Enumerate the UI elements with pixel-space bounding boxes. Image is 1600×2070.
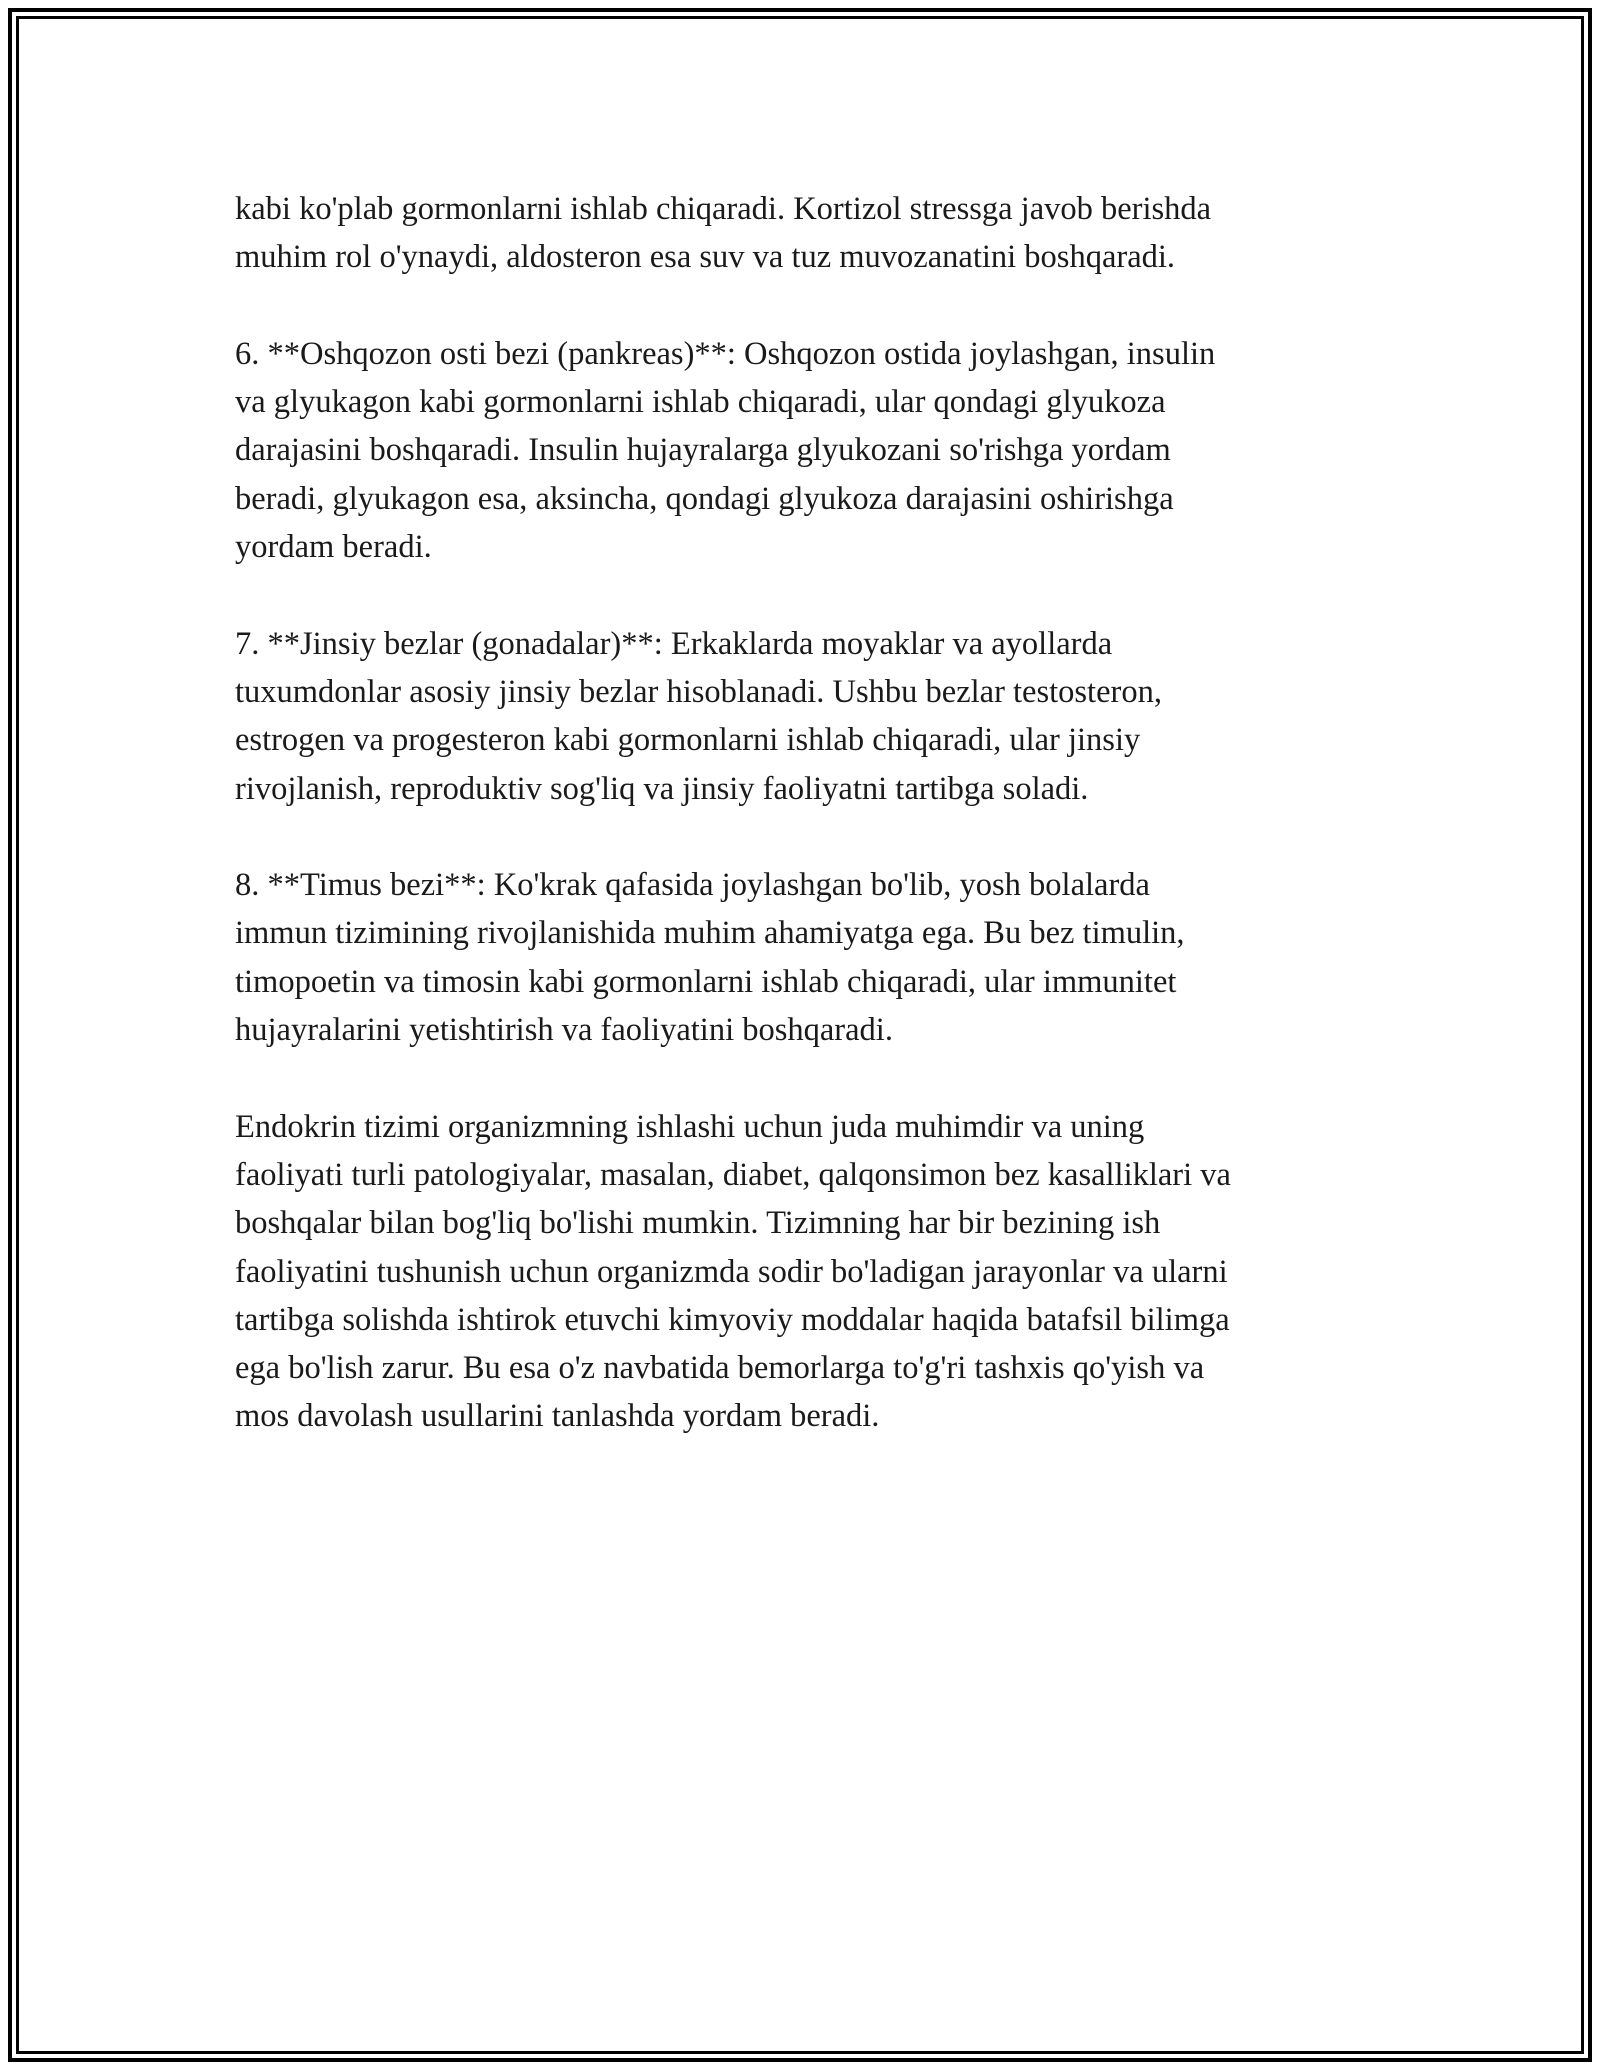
paragraph-gonads: 7. **Jinsiy bezlar (gonadalar)**: Erkaklarda moyaklar va ayollarda tuxumdonlar asosiy jinsiy bezlar hisoblanadi. Ushbu bezlar testosteron, estrogen va progesteron kabi gormonlarni ishlab chiqaradi, ular jinsiy rivojlanish, reproduktiv sog'liq va jinsiy faoliyatni tartibga soladi. xyxy=(235,625,1162,807)
paragraph-conclusion: Endokrin tizimi organizmning ishlashi uchun juda muhimdir va uning faoliyati turli patologiyalar, masalan, diabet, qalqonsimon bez kasalliklari va boshqalar bilan bog'liq bo'lishi mumkin. Tizimning har bir bezining ish faoliyatini tushunish uchun organizmda sodir bo'ladigan jarayonlar va ularni tartibga solishda ishtirok etuvchi kimyoviy moddalar haqida batafsil bilimga ega bo'lish zarur. Bu esa o'z navbatida bemorlarga to'g'ri tashxis qo'yish va mos davolash usullarini tanlashda yordam beradi. xyxy=(235,1108,1231,1435)
paragraph-pancreas: 6. **Oshqozon osti bezi (pankreas)**: Oshqozon ostida joylashgan, insulin va glyukagon kabi gormonlarni ishlab chiqaradi, ular qondagi glyukoza darajasini boshqaradi. Insulin hujayralarga glyukozani so'rishga yordam beradi, glyukagon esa, aksincha, qondagi glyukoza darajasini oshirishga yordam beradi. xyxy=(235,335,1216,566)
paragraph-thymus: 8. **Timus bezi**: Ko'krak qafasida joylashgan bo'lib, yosh bolalarda immun tizimining rivojlanishida muhim ahamiyatga ega. Bu bez timulin, timopoetin va timosin kabi gormonlarni ishlab chiqaradi, ular immunitet hujayralarini yetishtirish va faoliyatini boshqaradi. xyxy=(235,867,1185,1049)
paragraph-continuation: kabi ko'plab gormonlarni ishlab chiqaradi. Kortizol stressga javob berishda muhim rol o'ynaydi, aldosteron esa suv va tuz muvozanatini boshqaradi. xyxy=(235,191,1212,276)
document-body xyxy=(235,185,1385,1489)
